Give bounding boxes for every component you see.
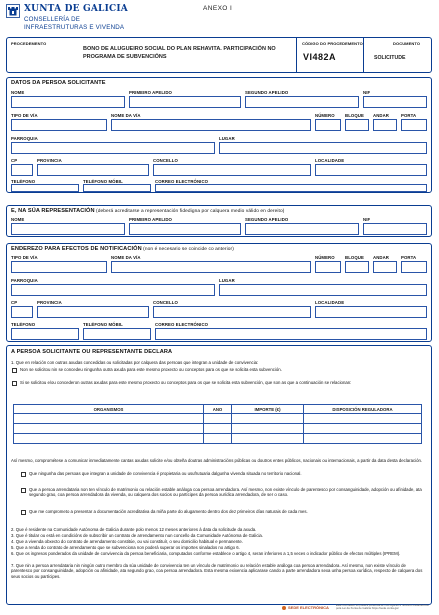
no-kinship-label: Que a persoa arrendataria non ten vínculo de matrimonio ou relación estable análoga coa persoa arrendadora. Así mesmo, non existe vínculo de parentesco por consanguinidade, adopción ou afinidade, ata segundo grao, coa persoa arrendadora da vivenda, ou calquera dos socios ou partícipes da persoa xurídica arrendadora, de ser o caso. — [29, 487, 422, 498]
notif-province-input[interactable] — [37, 306, 149, 318]
field-label: LUGAR — [219, 136, 235, 141]
footer-note: Este formulario só poderá presentarse nos lugares e rexistros establecidos pola Lei da Xunta de Galicia https://sede.xunta.gal — [336, 603, 429, 611]
field-label: BLOQUE — [345, 255, 364, 260]
section-title — [11, 208, 284, 214]
declaration-item-2: 2. Que é residente na Comunidade Autónoma de Galicia durante polo menos 12 meses anteriores á data da solicitude da axuda. — [11, 527, 257, 532]
no-kinship-checkbox[interactable] — [21, 488, 26, 493]
field-label: CORREO ELECTRÓNICO — [155, 322, 209, 327]
phone-input[interactable] — [11, 184, 79, 192]
field-label: NOME — [11, 90, 25, 95]
org-line-2: INFRAESTRUTURAS E VIVENDA — [24, 23, 125, 31]
field-label: PRIMEIRO APELIDO — [129, 90, 172, 95]
field-label: PORTA — [401, 255, 417, 260]
divider — [363, 38, 364, 72]
field-label: TIPO DE VÍA — [11, 113, 38, 118]
org-line-1: CONSELLERÍA DE — [24, 16, 81, 23]
table-cell[interactable] — [304, 434, 422, 444]
field-label: PARROQUIA — [11, 136, 38, 141]
notif-mobile-input[interactable] — [83, 328, 151, 340]
place-input[interactable] — [219, 142, 427, 154]
notif-place-input[interactable] — [219, 284, 427, 296]
notif-street-name-input[interactable] — [111, 261, 311, 273]
table-cell[interactable] — [232, 434, 304, 444]
sede-icon — [282, 606, 286, 610]
section-title — [11, 246, 234, 252]
annex-label: ANEXO I — [203, 5, 233, 12]
table-cell[interactable] — [304, 424, 422, 434]
municipality-input[interactable] — [153, 164, 311, 176]
rep-first-surname-input[interactable] — [129, 223, 241, 235]
postcode-input[interactable] — [11, 164, 33, 176]
declaration-item-3: 3. Que é titular ou está en condicións de subscribir un contrato de arrendamento nun concello da Comunidade Autónoma de Galicia. — [11, 533, 264, 538]
declaration-item-4: 4. Que a vivenda obxecto do contrato de arrendamento constitúe, ou vai constituír, o seu domicilio habitual e permanente. — [11, 539, 243, 544]
column-header: DISPOSICIÓN REGULADORA — [304, 405, 422, 414]
field-label: SEGUNDO APELIDO — [245, 217, 289, 222]
first-surname-input[interactable] — [129, 96, 241, 108]
procedure-code-label: CÓDIGO DO PROCEDEMENTO — [302, 41, 363, 46]
footer-sede-label: SEDE ELECTRÓNICA — [288, 605, 329, 610]
declaration-item-5: 5. Que a renda do contrato de arrendamento que se subvenciona non poderá superar os importes sinalados no artigo 6. — [11, 545, 240, 550]
section-title: A PERSOA SOLICITANTE OU REPRESENTANTE DECLARA — [11, 349, 173, 355]
mobile-input[interactable] — [83, 184, 151, 192]
other-aid-label: Si se solicitou e/ou concederon outras axudas para este mesmo proxecto ou conceptos para os que se solicita esta subvención, que son as que a continuación se relacionan: — [20, 380, 352, 385]
door-input[interactable] — [401, 119, 427, 131]
field-label: BLOQUE — [345, 113, 364, 118]
declaration-section — [6, 345, 432, 605]
street-type-input[interactable] — [11, 119, 107, 131]
notif-postcode-input[interactable] — [11, 306, 33, 318]
procedure-box — [6, 37, 432, 73]
block-input[interactable] — [345, 119, 369, 131]
other-aid-checkbox[interactable] — [12, 381, 17, 386]
table-row — [14, 424, 422, 434]
divider — [296, 38, 297, 72]
table-cell[interactable] — [204, 414, 232, 424]
no-other-aid-checkbox[interactable] — [12, 368, 17, 373]
field-label: NOME DA VÍA — [111, 255, 141, 260]
field-label: CORREO ELECTRÓNICO — [155, 179, 209, 184]
monthly-docs-checkbox[interactable] — [21, 510, 26, 515]
field-label: CONCELLO — [153, 158, 178, 163]
table-cell[interactable] — [14, 424, 204, 434]
field-label: NIF — [363, 217, 371, 222]
no-property-label: Que ningunha das persoas que integran a unidade de convivencia é propietaria ou usufrutuaria dalgunha vivenda situada no territorio nacional. — [29, 471, 302, 476]
no-property-checkbox[interactable] — [21, 472, 26, 477]
notif-email-input[interactable] — [155, 328, 427, 340]
notif-municipality-input[interactable] — [153, 306, 311, 318]
xunta-emblem-icon — [6, 4, 20, 18]
section-title-text: ENDEREZO PARA EFECTOS DE NOTIFICACIÓN — [11, 246, 142, 252]
number-input[interactable] — [315, 119, 341, 131]
notif-number-input[interactable] — [315, 261, 341, 273]
field-label: PORTA — [401, 113, 417, 118]
procedure-code: VI482A — [303, 52, 337, 62]
section-title-text: E, NA SÚA REPRESENTACIÓN — [11, 208, 95, 214]
representative-section — [6, 205, 432, 237]
table-cell[interactable] — [14, 414, 204, 424]
notif-floor-input[interactable] — [373, 261, 397, 273]
notif-door-input[interactable] — [401, 261, 427, 273]
notif-parish-input[interactable] — [11, 284, 215, 296]
field-label: NÚMERO — [315, 255, 335, 260]
field-label: ANDAR — [373, 113, 390, 118]
document-type: SOLICITUDE — [374, 55, 406, 61]
procedure-name: BONO DE ALUGUEIRO SOCIAL DO PLAN REHAVITA. PARTICIPACIÓN NO PROGRAMA DE SUBVENCIÓNS — [83, 46, 276, 60]
field-label: TELÉFONO — [11, 322, 36, 327]
field-label: PARROQUIA — [11, 278, 38, 283]
floor-input[interactable] — [373, 119, 397, 131]
section-note: (deberá acreditarse a representación fidedigna por calquera medio válido en dereito) — [94, 209, 285, 214]
parish-input[interactable] — [11, 142, 215, 154]
field-label: CONCELLO — [153, 300, 178, 305]
declaration-item-7: 7. Que nin a persoa arrendataria nin ningún outro membro da súa unidade de convivencia ten un vínculo de matrimonio ou relación estable análoga coa persoa arrendadora. Así mesmo, non existe vínculo de parentesco por consanguinidade, adopción ou afinidade, ata segundo grao, coa persoa arrendadora. Esta mesma exixencia aplicarase cando a parte arrendadora sexa unha persoa xurídica, respecto de calquera dos seus socios ou partícipes. — [11, 563, 423, 579]
field-label: LUGAR — [219, 278, 235, 283]
field-label: PROVINCIA — [37, 300, 62, 305]
field-label: ANDAR — [373, 255, 390, 260]
field-label: PROVINCIA — [37, 158, 62, 163]
org-subtitle — [24, 16, 124, 31]
second-surname-input[interactable] — [245, 96, 359, 108]
notif-locality-input[interactable] — [315, 306, 427, 318]
document-label: DOCUMENTO — [393, 41, 421, 46]
email-input[interactable] — [155, 184, 427, 192]
field-label: NIF — [363, 90, 371, 95]
table-cell[interactable] — [232, 424, 304, 434]
table-row — [14, 434, 422, 444]
field-label: PRIMEIRO APELIDO — [129, 217, 172, 222]
commitment-text: Así mesmo, comprométese a comunicar inmediatamente cantas axudas solicite e/ou obteña doutras administracións públicas ou doutros entes públicos, nacionais ou internacionais, a partir da data desta declaración. — [11, 458, 423, 463]
field-label: NÚMERO — [315, 113, 335, 118]
field-label: NOME — [11, 217, 25, 222]
table-row — [14, 414, 422, 424]
table-cell[interactable] — [304, 414, 422, 424]
applicant-section — [6, 77, 432, 193]
notif-block-input[interactable] — [345, 261, 369, 273]
no-other-aid-label: Non se solicitou nin se concedeu ningunha outra axuda para este mesmo proxecto ou conceptos para os que se solicita esta subvención. — [20, 367, 282, 372]
rep-nif-input[interactable] — [363, 223, 427, 235]
column-header: ANO — [204, 405, 232, 414]
notif-phone-input[interactable] — [11, 328, 79, 340]
field-label: CP — [11, 300, 18, 305]
column-header: ORGANISMOS — [14, 405, 204, 414]
notif-street-type-input[interactable] — [11, 261, 107, 273]
field-label: TELÉFONO MÓBIL — [83, 179, 123, 184]
table-header-row — [14, 405, 422, 414]
declaration-item-6: 6. Que os ingresos ponderados da unidade de convivencia da persoa beneficiaria, computados conforme establece o artigo 4, seran inferiores a 1,5 veces o indicador público de efectos múltiples (IPREM). — [11, 551, 401, 556]
notification-section — [6, 243, 432, 342]
rep-name-input[interactable] — [11, 223, 125, 235]
procedure-label: PROCEDEMENTO — [11, 41, 47, 46]
locality-input[interactable] — [315, 164, 427, 176]
section-title: DATOS DA PERSOA SOLICITANTE — [11, 80, 106, 86]
table-cell[interactable] — [14, 434, 204, 444]
field-label: TELÉFONO — [11, 179, 36, 184]
declaration-item-1: 1. Que en relación con outras axudas concedidas ou solicitadas por calquera das persoas que integran a unidade de convivencia: — [11, 360, 259, 365]
rep-second-surname-input[interactable] — [245, 223, 359, 235]
field-label: CP — [11, 158, 18, 163]
name-input[interactable] — [11, 96, 125, 108]
field-label: TELÉFONO MÓBIL — [83, 322, 123, 327]
section-note: (non é necesario se coincide co anterior) — [141, 247, 234, 252]
field-label: LOCALIDADE — [315, 158, 345, 163]
field-label: SEGUNDO APELIDO — [245, 90, 289, 95]
street-name-input[interactable] — [111, 119, 311, 131]
other-aid-table — [13, 404, 422, 444]
field-label: LOCALIDADE — [315, 300, 345, 305]
column-header: IMPORTE (€) — [232, 405, 304, 414]
org-title: XUNTA DE GALICIA — [24, 4, 128, 14]
table-cell[interactable] — [204, 434, 232, 444]
table-cell[interactable] — [204, 424, 232, 434]
table-cell[interactable] — [232, 414, 304, 424]
monthly-docs-label: Que me comprometo a presentar a documentación acreditativa da miña parte do alugamento dentro dos dez primeiros días naturais de cada mes. — [29, 509, 308, 514]
province-input[interactable] — [37, 164, 149, 176]
field-label: TIPO DE VÍA — [11, 255, 38, 260]
nif-input[interactable] — [363, 96, 427, 108]
field-label: NOME DA VÍA — [111, 113, 141, 118]
